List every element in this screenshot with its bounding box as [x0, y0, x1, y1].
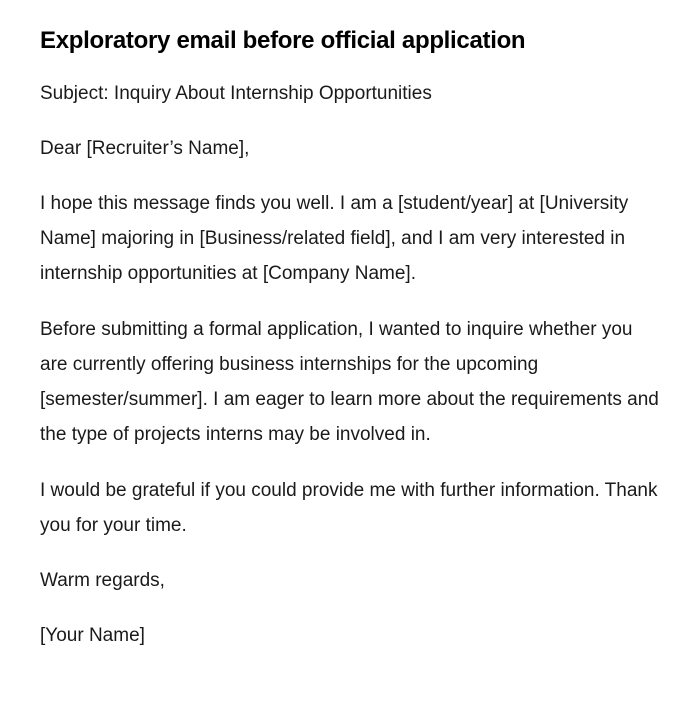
email-body-paragraph-1: I hope this message finds you well. I am a [student/year] at [University Name] majoring in [Business/related field], and I am very interested in internship opportunities at [Company Name]. — [40, 193, 629, 284]
email-subject-line: Subject: Inquiry About Internship Opportunities — [40, 83, 432, 104]
email-body-paragraph-2: Before submitting a formal application, I wanted to inquire whether you are currently offering business internships for the upcoming [semester/summer]. I am eager to learn more about the requirements and the type of projects interns may be involved in. — [40, 319, 659, 445]
email-body-paragraph-3: I would be grateful if you could provide me with further information. Thank you for your time. — [40, 480, 658, 536]
email-greeting: Dear [Recruiter’s Name], — [40, 138, 250, 159]
document-title: Exploratory email before official application — [40, 27, 526, 54]
email-signature: [Your Name] — [40, 625, 145, 646]
email-closing: Warm regards, — [40, 570, 165, 591]
